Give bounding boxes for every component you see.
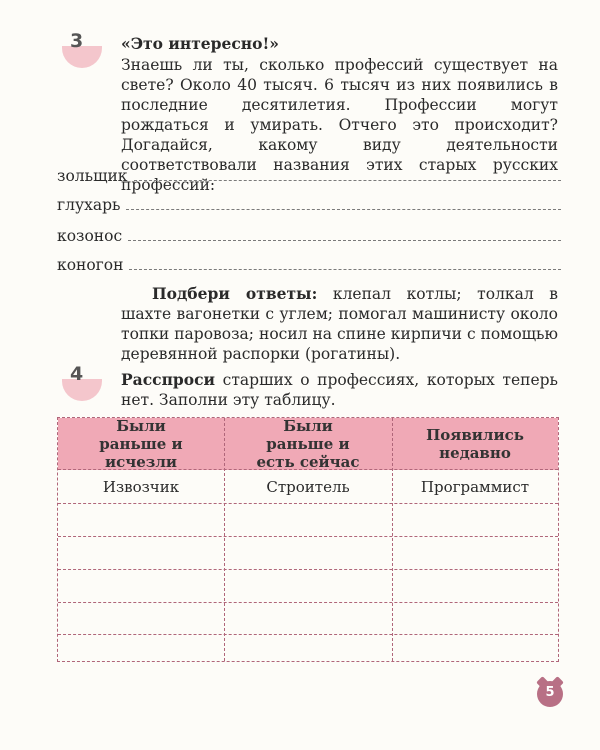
task-4-text <box>121 370 558 410</box>
row-divider <box>58 536 558 537</box>
dotted-answer-field[interactable] <box>128 240 561 241</box>
profession-word: коногон <box>57 256 124 274</box>
task-3-number: 3 <box>70 30 84 52</box>
task-4-badge <box>60 363 106 403</box>
row-divider <box>58 634 558 635</box>
header-disappeared: Были раньше и исчезли <box>99 417 183 471</box>
header-appeared-recently: Появились недавно <box>426 426 524 462</box>
row-divider <box>58 569 558 570</box>
answer-line-1[interactable] <box>57 164 561 186</box>
answer-line-3[interactable] <box>57 224 561 246</box>
answer-line-4[interactable] <box>57 253 561 275</box>
hint-label: Подбери ответы: <box>152 284 318 303</box>
dotted-answer-field[interactable] <box>134 180 562 181</box>
table-cell: Программист <box>420 477 530 496</box>
hint-text: клепал котлы; толкал в шахте вагонетки с углем; помогал машинисту около топки паровоза; носил на спине кирпичи с помощью деревянной распорки (рогатины). <box>121 285 558 363</box>
task-4-number: 4 <box>70 363 84 385</box>
page-number: 5 <box>545 685 555 700</box>
answer-line-2[interactable] <box>57 193 561 215</box>
row-divider <box>58 602 558 603</box>
profession-word: козонос <box>57 227 123 245</box>
task-3-badge <box>60 30 106 70</box>
table-cell: Извозчик <box>102 477 180 496</box>
table-cell: Строитель <box>266 477 350 496</box>
task-3-text: Знаешь ли ты, сколько профессий существует на свете? Около 40 тысяч. 6 тысяч из них появились в последние десятилетия. Профессии могут рождаться и умирать. Отчего это происходит? Догадайся, какому виду деятельности соответствовали названия этих старых русских профессий: <box>121 56 558 194</box>
profession-word: зольщик <box>57 167 128 185</box>
professions-table <box>57 417 559 662</box>
profession-word: глухарь <box>57 196 121 214</box>
header-still-exist: Были раньше и есть сейчас <box>256 417 360 471</box>
dotted-answer-field[interactable] <box>126 209 561 210</box>
task-4-lead: Расспроси <box>121 370 216 389</box>
row-divider <box>58 503 558 504</box>
task-3-title: «Это интересно!» <box>121 34 279 53</box>
task-4-body: старших о профессиях, которых теперь нет. Заполни эту таблицу. <box>121 371 558 409</box>
page-number-badge <box>535 677 565 707</box>
task-3-hint <box>121 284 558 364</box>
dotted-answer-field[interactable] <box>129 269 561 270</box>
